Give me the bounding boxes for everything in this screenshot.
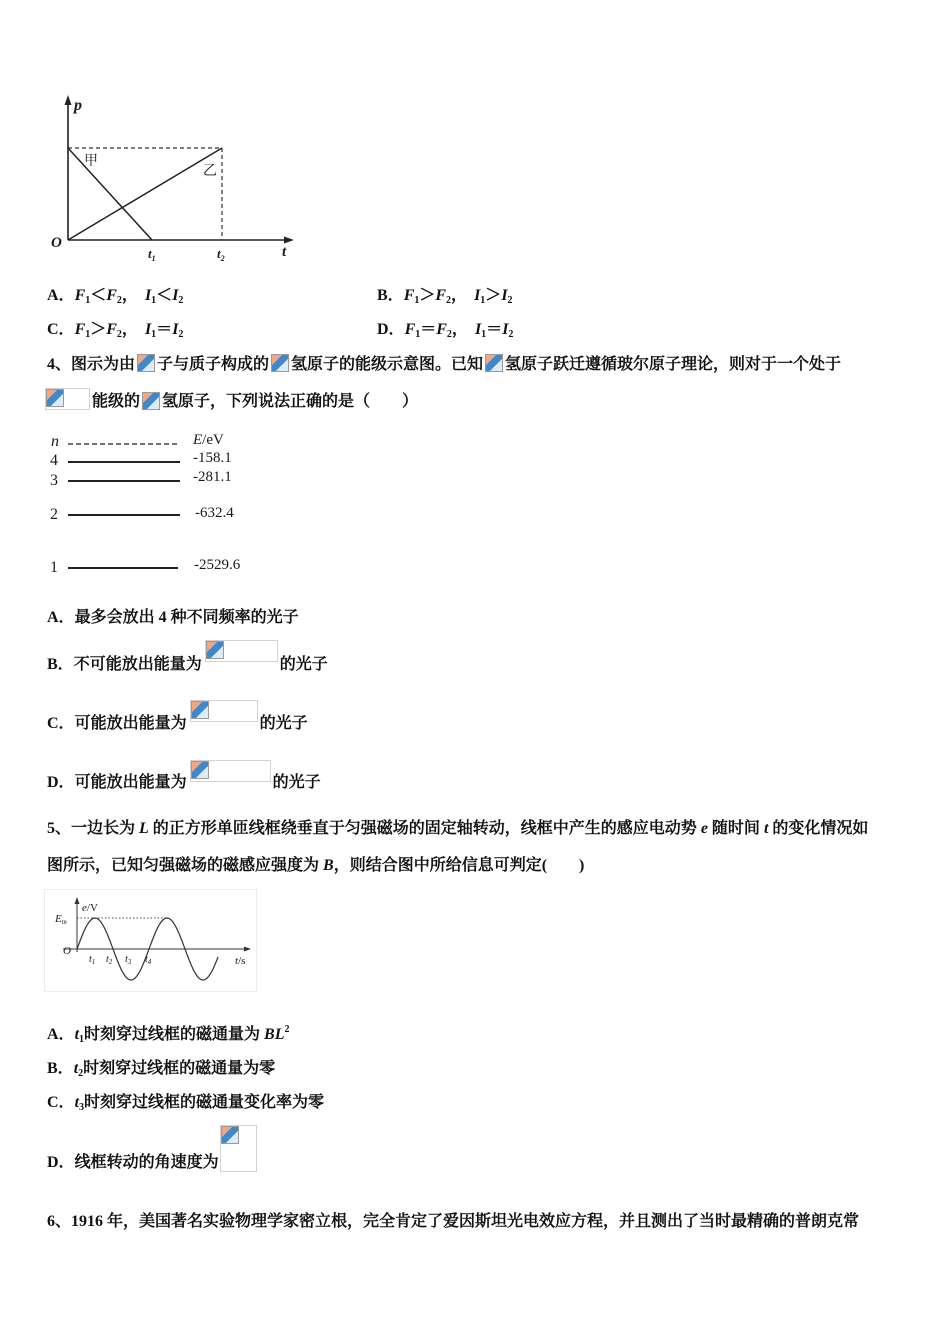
option-text: 的光子 bbox=[279, 656, 328, 673]
symbol-l: L bbox=[139, 820, 149, 837]
emf-time-figure bbox=[44, 889, 257, 992]
e-unit: /V bbox=[86, 902, 98, 914]
comma: ， bbox=[451, 321, 468, 338]
line-jia bbox=[68, 148, 152, 240]
tick-subscript: 1 bbox=[91, 958, 96, 966]
option-label: A． bbox=[47, 1026, 75, 1043]
q3-option-d bbox=[377, 319, 513, 341]
p-axis-label: p bbox=[74, 97, 82, 114]
q5-option-a bbox=[47, 1024, 289, 1046]
question-text: ，则结合图中所给信息可判定( ) bbox=[333, 857, 585, 874]
option-label: C． bbox=[47, 321, 75, 338]
level-number: 4 bbox=[50, 452, 58, 469]
t-axis-label: t bbox=[282, 244, 287, 260]
tick-subscript: 2 bbox=[108, 958, 113, 966]
level-number: 3 bbox=[50, 472, 58, 489]
momentum-time-figure bbox=[40, 90, 300, 270]
symbol-f: F bbox=[106, 321, 117, 338]
subscript: 2 bbox=[446, 295, 452, 306]
level-energy: -2529.6 bbox=[194, 557, 241, 573]
subscript: 1 bbox=[79, 1034, 85, 1045]
symbol-e: e bbox=[700, 820, 708, 837]
symbol-f: F bbox=[106, 287, 117, 304]
symbol-i: I bbox=[144, 287, 152, 304]
symbol-i: I bbox=[474, 321, 482, 338]
subscript: 1 bbox=[85, 329, 91, 340]
question-6-line-1 bbox=[47, 1211, 859, 1233]
question-text: 的变化情况如 bbox=[768, 820, 869, 837]
e-axis-label bbox=[82, 902, 98, 914]
superscript: 2 bbox=[284, 1024, 290, 1035]
level-energy: -281.1 bbox=[193, 469, 232, 485]
option-label: C． bbox=[47, 1094, 75, 1111]
symbol-i: I bbox=[172, 321, 179, 338]
option-label: D． bbox=[47, 1154, 75, 1171]
image-placeholder-icon bbox=[206, 641, 224, 659]
symbol-i: I bbox=[172, 287, 179, 304]
image-placeholder-icon bbox=[46, 389, 64, 407]
q5-option-c bbox=[47, 1092, 324, 1114]
question-text: 6、1916 年，美国著名实验物理学家密立根，完全肯定了爱因斯坦光电效应方程，并且测出了当时最精确的普朗克常 bbox=[47, 1213, 860, 1230]
symbol-i: I bbox=[502, 321, 509, 338]
formula-image bbox=[205, 653, 278, 669]
question-text: 子与质子构成的 bbox=[157, 356, 270, 373]
q5-option-b bbox=[47, 1058, 275, 1080]
symbol-f: F bbox=[404, 321, 416, 338]
formula-image bbox=[142, 390, 160, 406]
energy-unit-label bbox=[192, 432, 224, 448]
question-4-line-2 bbox=[45, 390, 418, 412]
symbol-f: F bbox=[436, 321, 447, 338]
option-label: A． bbox=[47, 609, 75, 626]
level-number: 1 bbox=[50, 559, 58, 576]
option-text: 时刻穿过线框的磁通量为 bbox=[84, 1026, 265, 1043]
comma: ， bbox=[451, 287, 468, 304]
q3-option-b bbox=[377, 285, 513, 307]
subscript: 2 bbox=[116, 295, 122, 306]
level-energy: -158.1 bbox=[193, 450, 232, 466]
symbol-t: t bbox=[763, 820, 769, 837]
tick-subscript: 1 bbox=[151, 254, 156, 263]
q4-option-a bbox=[47, 607, 299, 629]
formula-image bbox=[190, 712, 258, 728]
comma: ， bbox=[121, 287, 138, 304]
subscript: 2 bbox=[178, 295, 184, 306]
energy-symbol: E bbox=[193, 432, 203, 448]
tick-symbol: t bbox=[145, 954, 148, 965]
tick-subscript: 2 bbox=[220, 254, 225, 263]
t-symbol: t bbox=[235, 955, 239, 967]
tick-t2-label bbox=[106, 954, 113, 966]
subscript: 1 bbox=[414, 295, 420, 306]
question-text: 的正方形单匝线框绕垂直于匀强磁场的固定轴转动，线框中产生的感应电动势 bbox=[148, 820, 701, 837]
n-label: n bbox=[51, 433, 59, 450]
symbol-f: F bbox=[74, 321, 86, 338]
q4-option-b bbox=[47, 653, 328, 675]
formula-image bbox=[271, 353, 289, 369]
option-label: C． bbox=[47, 715, 75, 732]
option-label: B． bbox=[47, 656, 74, 673]
symbol-t: t bbox=[73, 1060, 79, 1077]
energy-level-diagram bbox=[40, 428, 260, 578]
option-label: D． bbox=[377, 321, 405, 338]
option-text: 不可能放出能量为 bbox=[73, 656, 202, 673]
tick-t1-label bbox=[148, 246, 156, 263]
peak-subscript: m bbox=[61, 918, 67, 926]
option-text: 可能放出能量为 bbox=[74, 715, 187, 732]
symbol-t: t bbox=[74, 1026, 80, 1043]
option-text: 线框转动的角速度为 bbox=[74, 1154, 219, 1171]
relation: ＝ bbox=[486, 321, 503, 338]
q4-option-c bbox=[47, 712, 308, 734]
level-energy: -632.4 bbox=[195, 505, 234, 521]
q5-option-d bbox=[47, 1151, 257, 1173]
tick-t3-label bbox=[125, 954, 132, 966]
relation: ＝ bbox=[420, 321, 437, 338]
option-label: A． bbox=[47, 287, 75, 304]
option-text: 的光子 bbox=[272, 774, 321, 791]
tick-symbol: t bbox=[217, 246, 221, 261]
jia-label: 甲 bbox=[84, 154, 98, 169]
subscript: 2 bbox=[446, 329, 452, 340]
subscript: 2 bbox=[507, 295, 513, 306]
formula-image bbox=[45, 390, 90, 406]
tick-t4-label bbox=[145, 954, 152, 966]
e-symbol: e bbox=[82, 902, 87, 914]
t-axis-label bbox=[235, 955, 245, 967]
option-text: 时刻穿过线框的磁通量变化率为零 bbox=[84, 1094, 325, 1111]
relation: ＝ bbox=[156, 321, 173, 338]
q3-option-a bbox=[47, 285, 183, 307]
tick-symbol: t bbox=[125, 954, 128, 965]
tick-subscript: 4 bbox=[147, 958, 152, 966]
relation: ＞ bbox=[419, 287, 436, 304]
subscript: 2 bbox=[78, 1068, 84, 1079]
option-text: 最多会放出 4 种不同频率的光子 bbox=[74, 609, 299, 626]
q3-option-c bbox=[47, 319, 183, 341]
tick-t2-label bbox=[217, 246, 225, 263]
option-label: B． bbox=[377, 287, 404, 304]
e-axis-arrow bbox=[75, 897, 80, 904]
subscript: 1 bbox=[85, 295, 91, 306]
question-text: 氢原子，下列说法正确的是（ ） bbox=[162, 393, 419, 410]
peak-symbol: E bbox=[55, 913, 62, 925]
option-label: B． bbox=[47, 1060, 74, 1077]
relation: ＞ bbox=[485, 287, 502, 304]
question-text: 随时间 bbox=[707, 820, 764, 837]
t-unit: /s bbox=[238, 955, 246, 967]
image-placeholder-icon bbox=[142, 392, 160, 410]
symbol-b: B bbox=[323, 857, 334, 874]
subscript: 1 bbox=[480, 295, 486, 306]
tick-symbol: t bbox=[148, 246, 152, 261]
image-placeholder-icon bbox=[191, 761, 209, 779]
option-label: D． bbox=[47, 774, 75, 791]
p-axis-arrow bbox=[65, 95, 72, 105]
subscript: 1 bbox=[151, 329, 157, 340]
option-text: 时刻穿过线框的磁通量为零 bbox=[83, 1060, 276, 1077]
formula-image bbox=[190, 771, 271, 787]
tick-symbol: t bbox=[106, 954, 109, 965]
symbol-f: F bbox=[74, 287, 86, 304]
yi-label: 乙 bbox=[203, 164, 217, 179]
tick-subscript: 3 bbox=[127, 958, 132, 966]
subscript: 1 bbox=[481, 329, 487, 340]
question-text: 4、图示为由 bbox=[47, 356, 136, 373]
image-placeholder-icon bbox=[221, 1126, 239, 1144]
subscript: 2 bbox=[116, 329, 122, 340]
image-placeholder-icon bbox=[191, 701, 209, 719]
symbol-f: F bbox=[403, 287, 415, 304]
q4-option-d bbox=[47, 771, 321, 793]
peak-label bbox=[54, 913, 67, 926]
expression-bl: BL bbox=[264, 1026, 285, 1043]
question-5-line-2 bbox=[47, 855, 584, 877]
tick-symbol: t bbox=[89, 954, 92, 965]
origin-label: O bbox=[51, 235, 62, 251]
subscript: 1 bbox=[415, 329, 421, 340]
image-placeholder-icon bbox=[485, 354, 503, 372]
question-text: 氢原子的能级示意图。已知 bbox=[291, 356, 484, 373]
formula-image bbox=[137, 353, 155, 369]
question-text: 氢原子跃迁遵循玻尔原子理论，则对于一个处于 bbox=[505, 356, 842, 373]
image-placeholder-icon bbox=[271, 354, 289, 372]
relation: ＜ bbox=[156, 287, 173, 304]
comma: ， bbox=[121, 321, 138, 338]
symbol-i: I bbox=[144, 321, 152, 338]
origin-label: O bbox=[63, 945, 71, 957]
option-text: 的光子 bbox=[259, 715, 308, 732]
question-text: 能级的 bbox=[92, 393, 141, 410]
t-axis-arrow bbox=[244, 947, 251, 952]
energy-unit: /eV bbox=[202, 432, 224, 448]
symbol-f: F bbox=[435, 287, 447, 304]
question-5-line-1 bbox=[47, 818, 868, 840]
question-text: 5、一边长为 bbox=[47, 820, 140, 837]
subscript: 2 bbox=[508, 329, 514, 340]
relation: ＜ bbox=[90, 287, 107, 304]
tick-t1-label bbox=[89, 954, 95, 966]
figure-border bbox=[45, 890, 257, 992]
symbol-i: I bbox=[474, 287, 481, 304]
symbol-i: I bbox=[501, 287, 508, 304]
question-text: 图所示，已知匀强磁场的磁感应强度为 bbox=[47, 857, 324, 874]
formula-image bbox=[220, 1151, 257, 1167]
formula-image bbox=[485, 353, 503, 369]
option-text: 可能放出能量为 bbox=[74, 774, 187, 791]
subscript: 3 bbox=[79, 1102, 85, 1113]
level-number: 2 bbox=[50, 506, 58, 523]
symbol-t: t bbox=[74, 1094, 80, 1111]
image-placeholder-icon bbox=[137, 354, 155, 372]
relation: ＞ bbox=[90, 321, 107, 338]
subscript: 1 bbox=[151, 295, 157, 306]
question-4-line-1 bbox=[47, 353, 841, 375]
t-axis-arrow bbox=[284, 237, 294, 244]
subscript: 2 bbox=[178, 329, 184, 340]
